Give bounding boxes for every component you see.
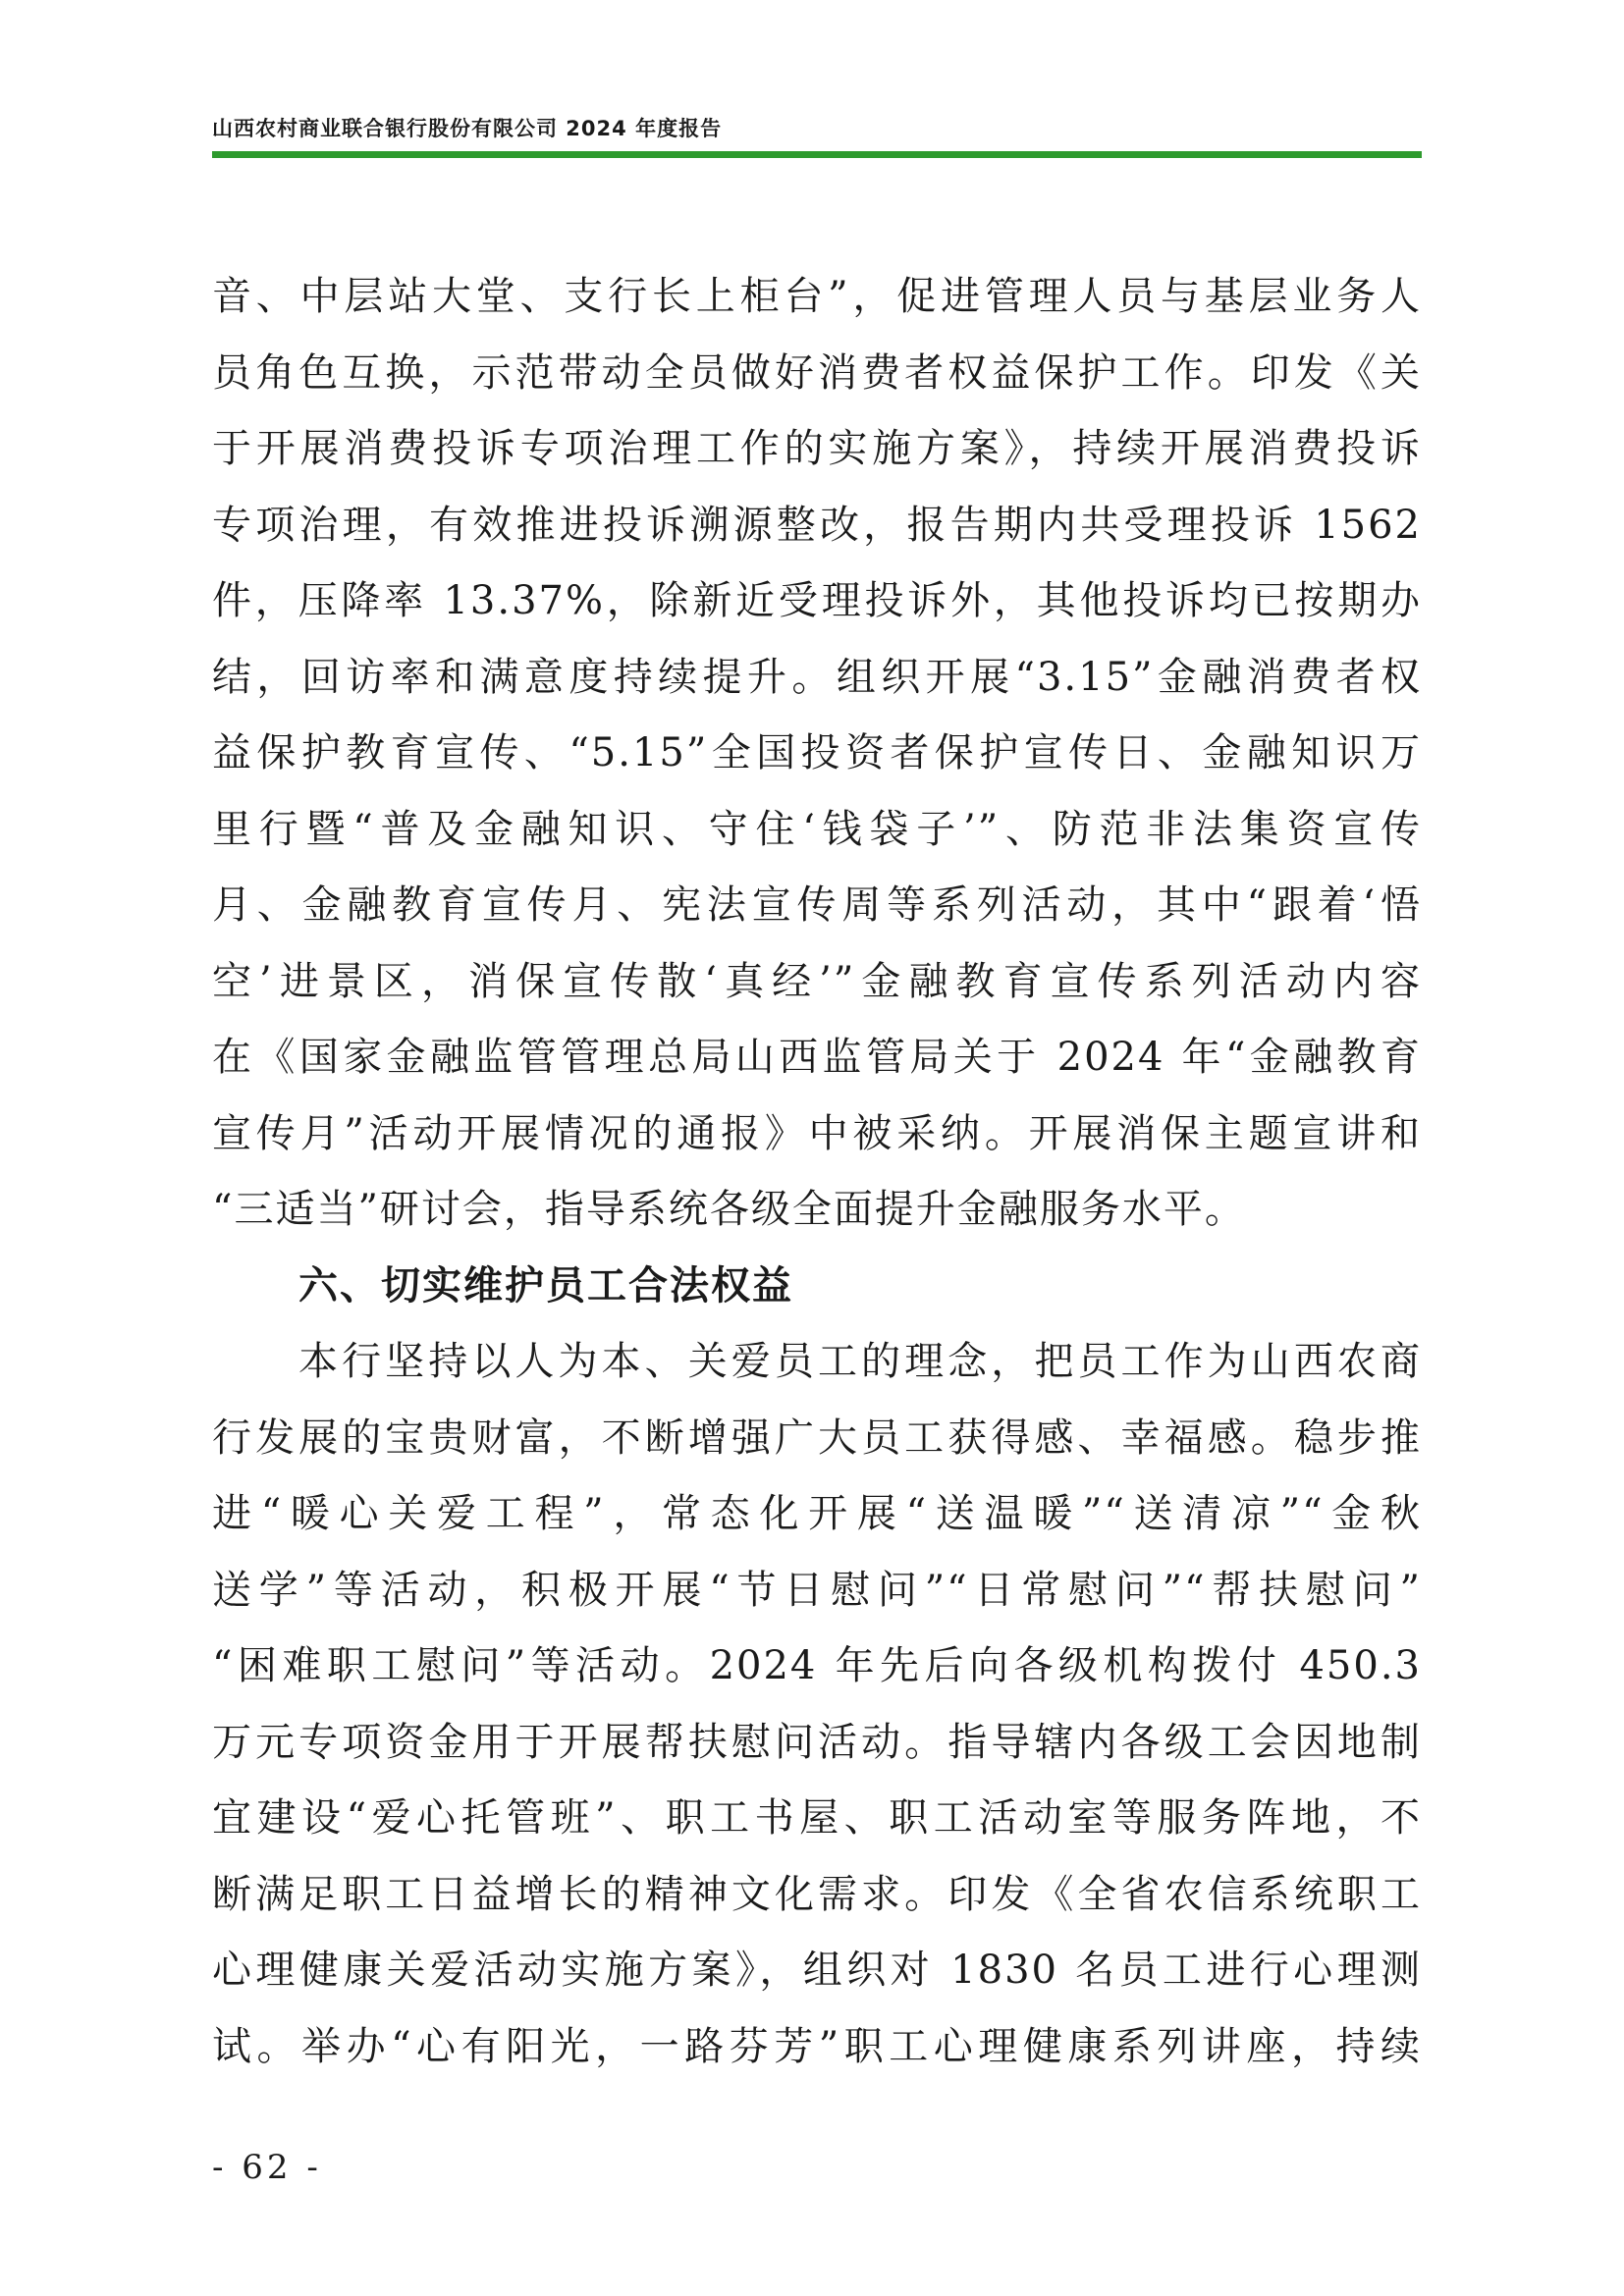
text-line: 万元专项资金用于开展帮扶慰问活动。指导辖内各级工会因地制 xyxy=(212,1719,1422,1765)
text-line: 月、金融教育宣传月、宪法宣传周等系列活动，其中“跟着‘悟 xyxy=(212,882,1422,928)
text-line: 空’进景区，消保宣传散‘真经’”金融教育宣传系列活动内容 xyxy=(212,958,1422,1004)
text-line: 里行暨“普及金融知识、守住‘钱袋子’”、防范非法集资宣传 xyxy=(212,806,1422,852)
text-line: 在《国家金融监管管理总局山西监管局关于 2024 年“金融教育 xyxy=(212,1035,1422,1080)
text-line: “三适当”研讨会，指导系统各级全面提升金融服务水平。 xyxy=(212,1187,1246,1232)
header-divider xyxy=(212,151,1422,158)
text-line: 心理健康关爱活动实施方案》，组织对 1830 名员工进行心理测 xyxy=(212,1948,1422,1993)
text-line: 行发展的宝贵财富，不断增强广大员工获得感、幸福感。稳步推 xyxy=(212,1415,1422,1461)
text-line: 员角色互换，示范带动全员做好消费者权益保护工作。印发《关 xyxy=(212,349,1422,396)
report-title: 山西农村商业联合银行股份有限公司 2024 年度报告 xyxy=(212,117,723,140)
text-line: 益保护教育宣传、“5.15”全国投资者保护宣传日、金融知识万 xyxy=(212,730,1422,775)
paragraph-consumer-protection xyxy=(212,259,1422,1249)
text-line: 宜建设“爱心托管班”、职工书屋、职工活动室等服务阵地，不 xyxy=(212,1795,1422,1841)
text-line: “困难职工慰问”等活动。2024 年先后向各级机构拨付 450.3 xyxy=(212,1643,1422,1688)
page-number: - 62 - xyxy=(212,2148,322,2187)
paragraph-employee-rights xyxy=(212,1324,1422,2085)
text-line: 试。举办“心有阳光，一路芬芳”职工心理健康系列讲座，持续 xyxy=(212,2023,1422,2069)
text-line: 宣传月”活动开展情况的通报》中被采纳。开展消保主题宣讲和 xyxy=(212,1110,1422,1156)
text-line: 结，回访率和满意度持续提升。组织开展“3.15”金融消费者权 xyxy=(212,654,1422,700)
text-line: 音、中层站大堂、支行长上柜台”，促进管理人员与基层业务人 xyxy=(212,274,1422,319)
text-line: 件，压降率 13.37%，除新近受理投诉外，其他投诉均已按期办 xyxy=(212,578,1422,623)
text-line: 断满足职工日益增长的精神文化需求。印发《全省农信系统职工 xyxy=(212,1871,1422,1917)
text-line: 专项治理，有效推进投诉溯源整改，报告期内共受理投诉 1562 xyxy=(212,502,1422,548)
text-line: 进“暖心关爱工程”，常态化开展“送温暖”“送清凉”“金秋 xyxy=(212,1491,1422,1536)
page-header xyxy=(212,114,1422,158)
text-line: 于开展消费投诉专项治理工作的实施方案》，持续开展消费投诉 xyxy=(212,426,1422,471)
text-line: 送学”等活动，积极开展“节日慰问”“日常慰问”“帮扶慰问” xyxy=(212,1567,1422,1613)
section-heading: 六、切实维护员工合法权益 xyxy=(298,1262,793,1308)
body-text xyxy=(212,259,1422,2085)
text-line: 本行坚持以人为本、关爱员工的理念，把员工作为山西农商 xyxy=(298,1339,1422,1384)
